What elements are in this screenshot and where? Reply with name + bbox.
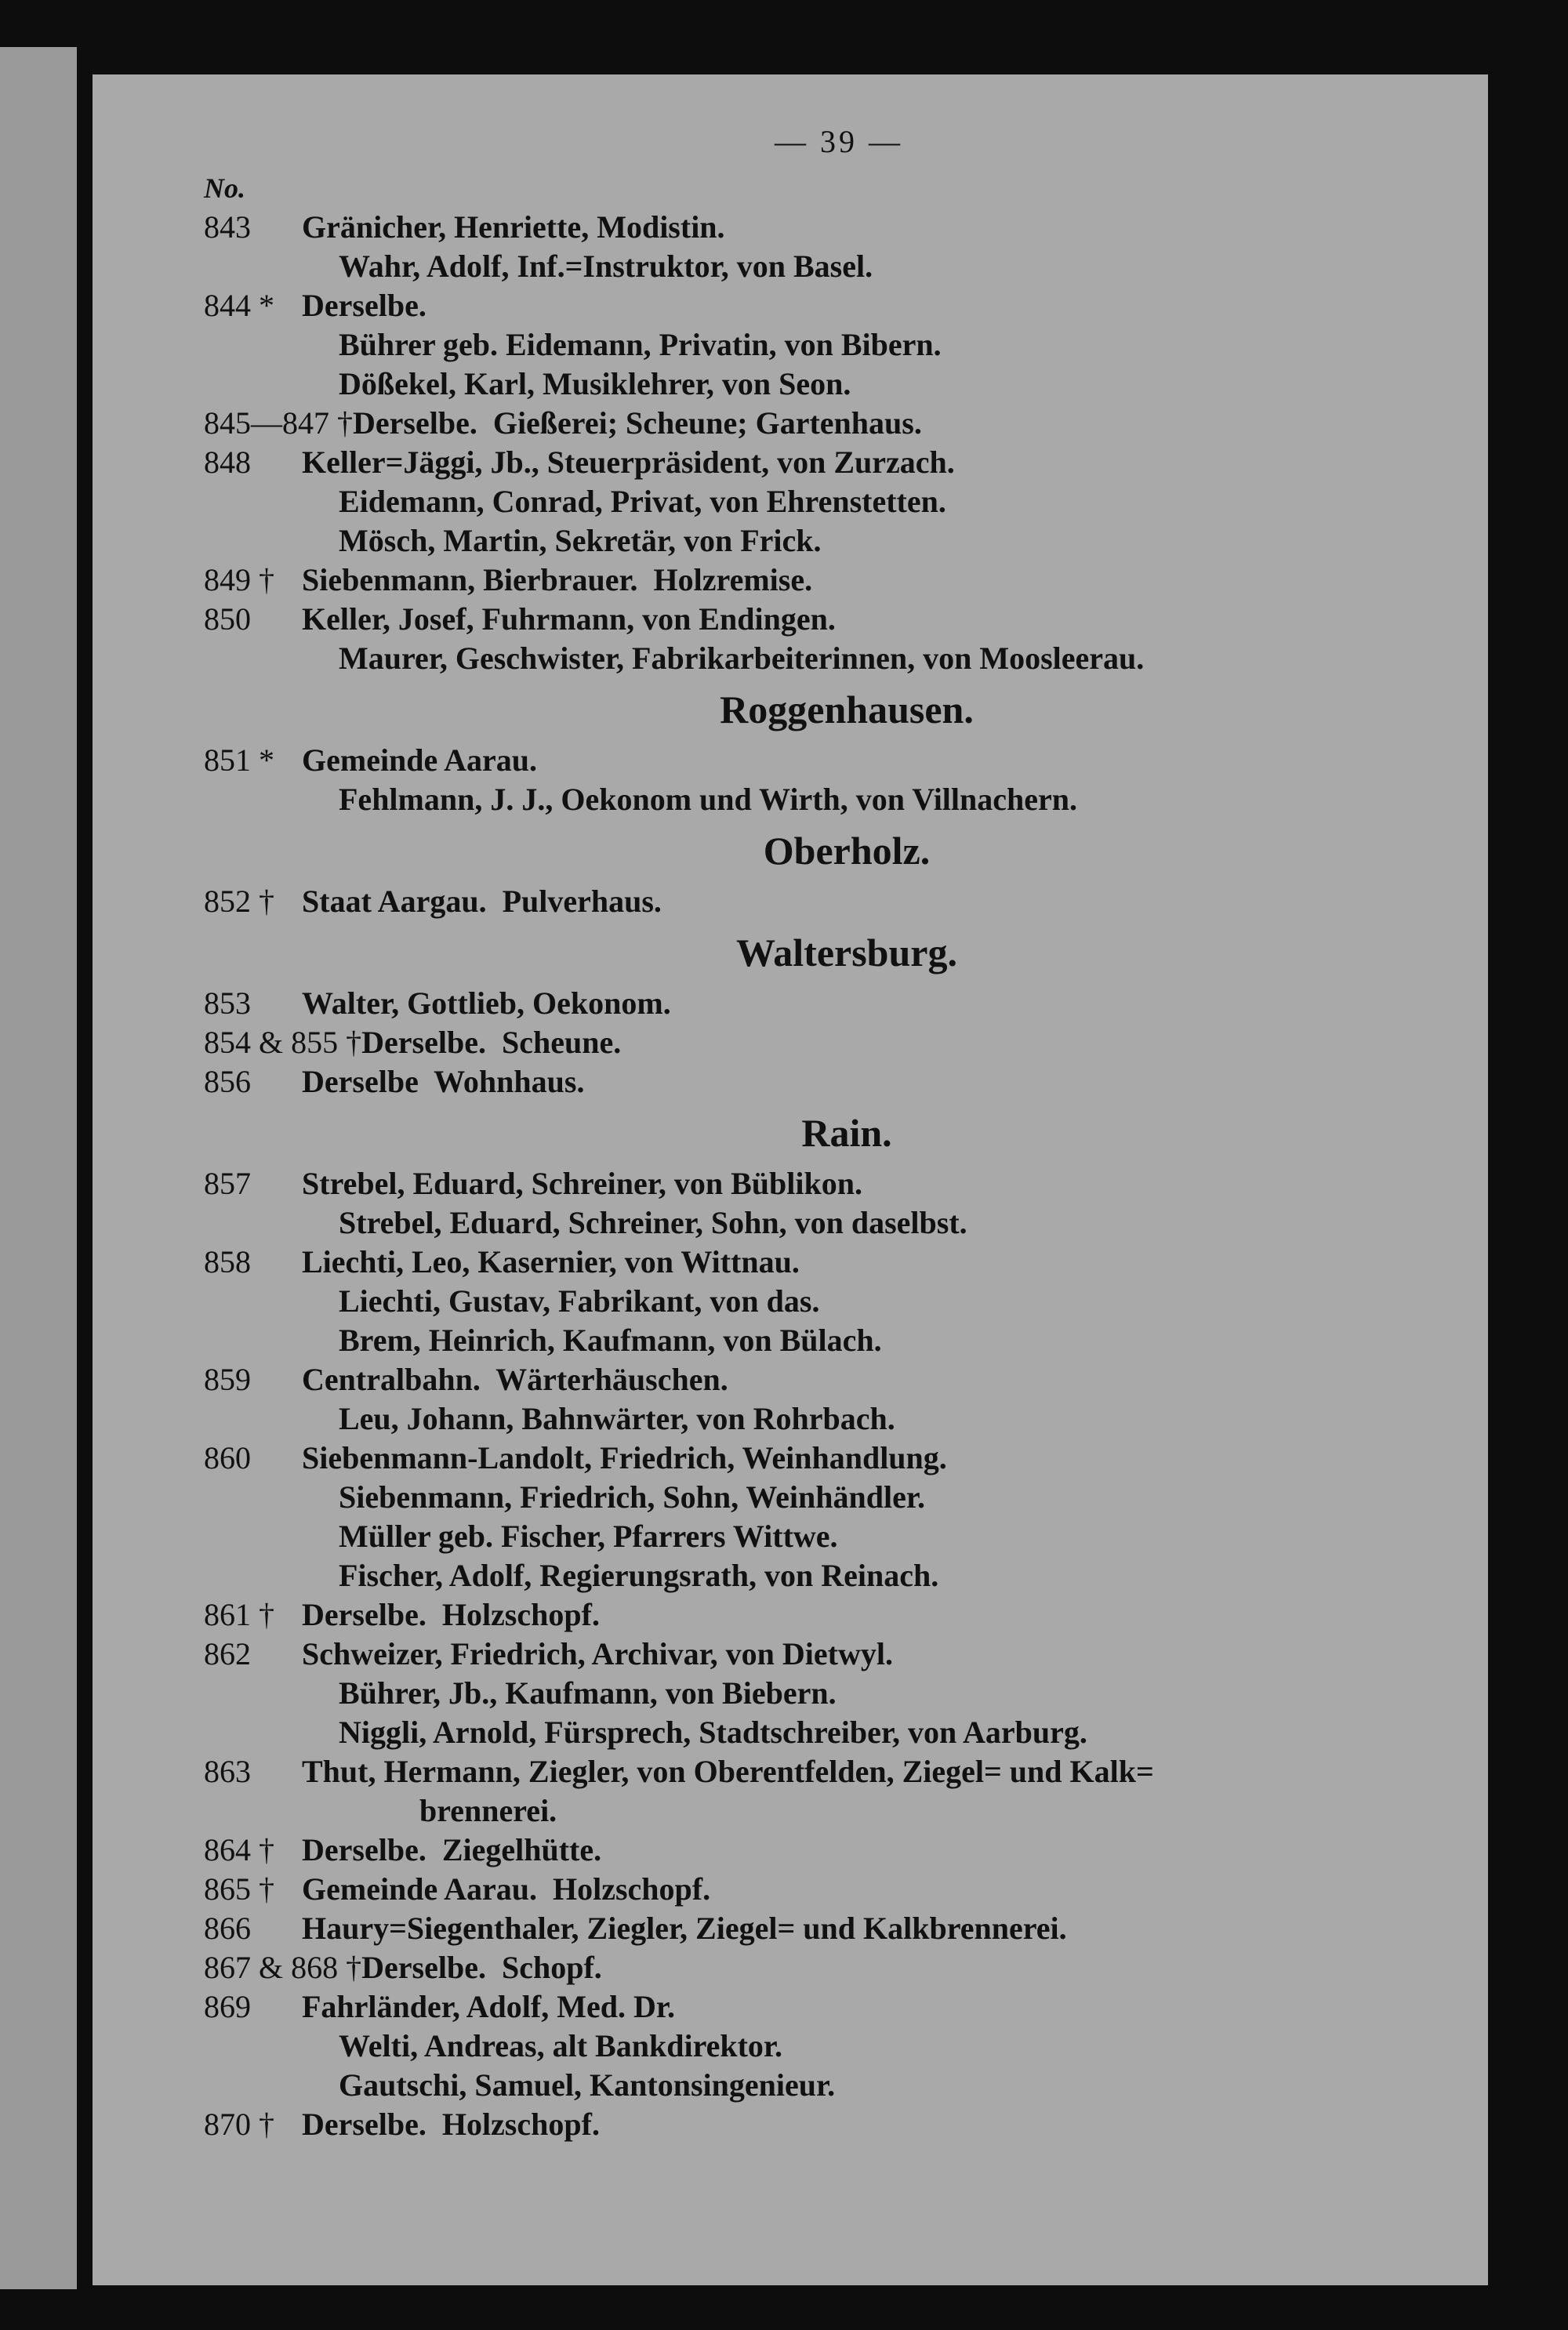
- entry-text: Keller=Jäggi, Jb., Steuerpräsident, von Zurzach.: [302, 445, 955, 480]
- entry-number: 850: [204, 601, 251, 637]
- entry-text: Derselbe. Schopf.: [361, 1950, 602, 1985]
- entry-text: Siebenmann-Landolt, Friedrich, Weinhandlung.: [302, 1440, 947, 1475]
- entry-number: 860: [204, 1440, 251, 1475]
- entry-text: Derselbe Wohnhaus.: [302, 1064, 585, 1099]
- entry-text: Derselbe. Scheune.: [361, 1025, 622, 1060]
- left-page-edge: [0, 47, 77, 2289]
- section-heading: Waltersburg.: [736, 931, 957, 974]
- entry-number: 853: [204, 985, 251, 1021]
- entry-text: Keller, Josef, Fuhrmann, von Endingen.: [302, 601, 836, 637]
- entry-text: Derselbe. Holzschopf.: [302, 2107, 600, 2142]
- register-entry: [204, 1831, 1474, 1870]
- entry-number: 843: [204, 209, 251, 245]
- entry-text: Walter, Gottlieb, Oekonom.: [302, 985, 671, 1021]
- entry-continuation: Eidemann, Conrad, Privat, von Ehrenstetten.: [339, 484, 946, 519]
- entry-number: 863: [204, 1754, 251, 1789]
- entry-number: 864 †: [204, 1832, 274, 1867]
- number-column-label: No.: [204, 172, 245, 204]
- entry-number: 856: [204, 1064, 251, 1099]
- register-entry: [204, 1360, 1474, 1399]
- entry-continuation: Mösch, Martin, Sekretär, von Frick.: [339, 523, 822, 558]
- register-entry: [204, 741, 1474, 780]
- register-entry: [204, 1635, 1474, 1674]
- register-entry: [204, 208, 1474, 247]
- entry-continuation: Bührer geb. Eidemann, Privatin, von Bibern.: [339, 327, 942, 362]
- register-entry: [204, 404, 1474, 443]
- register-entry: [204, 600, 1474, 639]
- entry-text: Derselbe. Gießerei; Scheune; Gartenhaus.: [353, 405, 922, 441]
- entry-continuation: Siebenmann, Friedrich, Sohn, Weinhändler.: [339, 1479, 925, 1515]
- section-heading: Roggenhausen.: [720, 688, 974, 731]
- entry-text: Staat Aargau. Pulverhaus.: [302, 884, 662, 919]
- entry-text: Schweizer, Friedrich, Archivar, von Dietwyl.: [302, 1636, 893, 1671]
- entry-text: Haury=Siegenthaler, Ziegler, Ziegel= und Kalkbrennerei.: [302, 1911, 1067, 1946]
- entry-number: 849 †: [204, 562, 274, 597]
- entry-number: 861 †: [204, 1597, 274, 1632]
- register-entry: [204, 1595, 1474, 1635]
- register-entry: [204, 984, 1474, 1023]
- entry-text: Siebenmann, Bierbrauer. Holzremise.: [302, 562, 813, 597]
- register-entry: [204, 1948, 1474, 1987]
- entry-text: Liechti, Leo, Kasernier, von Wittnau.: [302, 1244, 800, 1279]
- entry-continuation: Niggli, Arnold, Fürsprech, Stadtschreiber, von Aarburg.: [339, 1715, 1087, 1750]
- register-entry: [204, 1987, 1474, 2027]
- register-entry: [204, 443, 1474, 482]
- register-entry: [204, 1752, 1474, 1791]
- entry-continuation: Wahr, Adolf, Inf.=Instruktor, von Basel.: [339, 249, 873, 284]
- register-entry: [204, 1164, 1474, 1203]
- entry-continuation: Leu, Johann, Bahnwärter, von Rohrbach.: [339, 1401, 895, 1436]
- entry-continuation: Fehlmann, J. J., Oekonom und Wirth, von Villnachern.: [339, 782, 1078, 817]
- entry-continuation: Strebel, Eduard, Schreiner, Sohn, von daselbst.: [339, 1205, 967, 1240]
- entry-number: 869: [204, 1989, 251, 2024]
- entry-text: Strebel, Eduard, Schreiner, von Büblikon.: [302, 1166, 862, 1201]
- entry-text: Thut, Hermann, Ziegler, von Oberentfelden, Ziegel= und Kalk=: [302, 1754, 1154, 1789]
- entry-number: 870 †: [204, 2107, 274, 2142]
- register-entry: [204, 1023, 1474, 1062]
- entry-number: 866: [204, 1911, 251, 1946]
- register-entry: [204, 1909, 1474, 1948]
- entry-number: 865 †: [204, 1871, 274, 1907]
- register-entry: [204, 561, 1474, 600]
- register-entry: [204, 1870, 1474, 1909]
- entry-continuation: Fischer, Adolf, Regierungsrath, von Reinach.: [339, 1558, 939, 1593]
- entry-number: 851 *: [204, 742, 274, 778]
- entry-number: 858: [204, 1244, 251, 1279]
- entry-continuation: brennerei.: [419, 1793, 557, 1828]
- entry-continuation: Maurer, Geschwister, Fabrikarbeiterinnen, von Moosleerau.: [339, 641, 1145, 676]
- section-heading: Oberholz.: [763, 829, 931, 873]
- entry-number: 857: [204, 1166, 251, 1201]
- entry-text: Gränicher, Henriette, Modistin.: [302, 209, 725, 245]
- register-entry: [204, 286, 1474, 325]
- register-entry: [204, 2105, 1474, 2144]
- entry-continuation: Müller geb. Fischer, Pfarrers Wittwe.: [339, 1519, 838, 1554]
- entry-number: 844 *: [204, 288, 274, 323]
- entry-text: Fahrländer, Adolf, Med. Dr.: [302, 1989, 675, 2024]
- entry-number: 859: [204, 1362, 251, 1397]
- entry-text: Derselbe. Ziegelhütte.: [302, 1832, 602, 1867]
- page-number: — 39 —: [775, 124, 903, 159]
- entry-continuation: Gautschi, Samuel, Kantonsingenieur.: [339, 2067, 836, 2103]
- entry-text: Derselbe. Holzschopf.: [302, 1597, 600, 1632]
- register-entry: [204, 1062, 1474, 1101]
- entry-number: 848: [204, 445, 251, 480]
- entry-number: 862: [204, 1636, 251, 1671]
- section-heading: Rain.: [801, 1111, 892, 1155]
- entry-continuation: Brem, Heinrich, Kaufmann, von Bülach.: [339, 1323, 882, 1358]
- register-entry: [204, 882, 1474, 921]
- entry-text: Derselbe.: [302, 288, 426, 323]
- entry-continuation: Bührer, Jb., Kaufmann, von Biebern.: [339, 1675, 837, 1711]
- entry-text: Centralbahn. Wärterhäuschen.: [302, 1362, 728, 1397]
- entry-number: 867 & 868 †: [204, 1950, 362, 1985]
- entry-number: 845—847 †: [204, 405, 353, 441]
- entry-continuation: Dößekel, Karl, Musiklehrer, von Seon.: [339, 366, 851, 401]
- entry-text: Gemeinde Aarau.: [302, 742, 537, 778]
- register-entry: [204, 1243, 1474, 1282]
- book-page: [93, 74, 1488, 2285]
- entry-continuation: Welti, Andreas, alt Bankdirektor.: [339, 2028, 783, 2063]
- entry-number: 852 †: [204, 884, 274, 919]
- entry-text: Gemeinde Aarau. Holzschopf.: [302, 1871, 711, 1907]
- entry-continuation: Liechti, Gustav, Fabrikant, von das.: [339, 1283, 820, 1319]
- entry-number: 854 & 855 †: [204, 1025, 362, 1060]
- register-content: [204, 169, 1474, 2144]
- register-entry: [204, 1439, 1474, 1478]
